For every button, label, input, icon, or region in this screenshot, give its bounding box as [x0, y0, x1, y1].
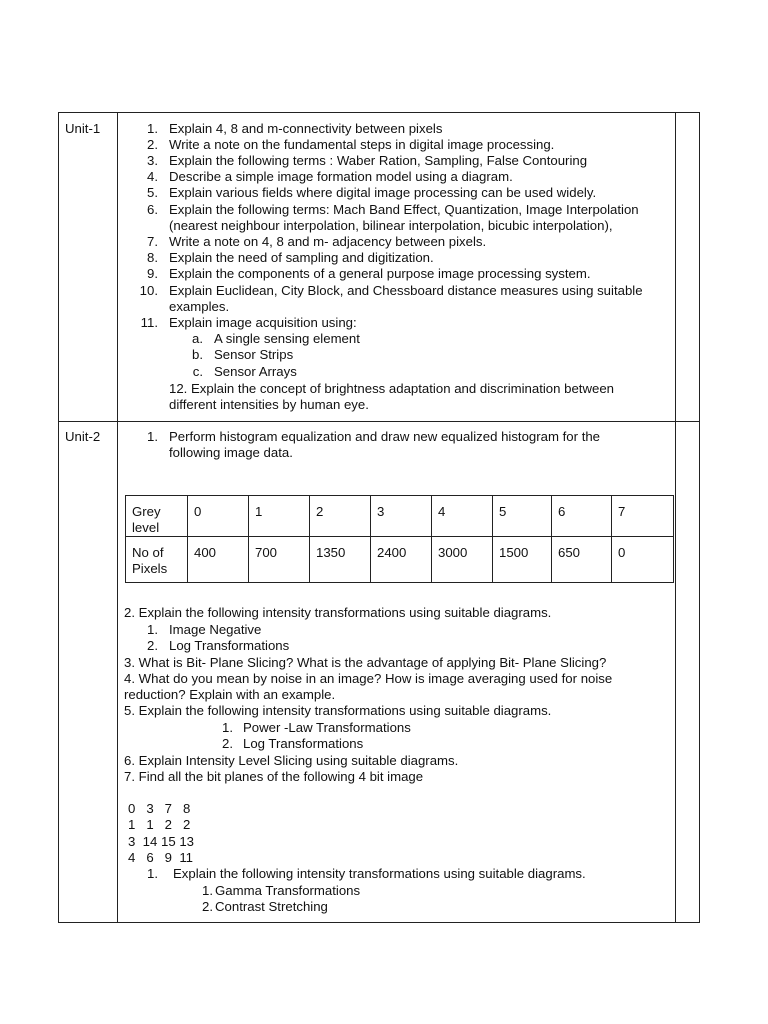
list-item: Gamma Transformations — [215, 883, 361, 898]
item-number: 2. — [147, 638, 158, 653]
list-item: Log Transformations — [169, 638, 290, 653]
item-number: 1. — [147, 121, 158, 136]
item-number: 4. — [147, 169, 158, 184]
subitem-letter: a. — [192, 331, 203, 346]
table-cell: 7 — [612, 496, 674, 537]
row-header-no-of-pixels: No of Pixels — [126, 537, 188, 583]
list-item: Write a note on 4, 8 and m- adjacency between pixels. — [169, 234, 487, 249]
table-cell: 1500 — [493, 537, 552, 583]
item-number: 6. — [147, 202, 158, 217]
table-cell: 5 — [493, 496, 552, 537]
subitem-letter: b. — [192, 347, 203, 362]
sub-list-item: Sensor Arrays — [214, 364, 297, 379]
bit-image-matrix-row: 3 14 15 13 — [128, 834, 194, 849]
item-number: 2. — [202, 899, 213, 914]
table-cell: 2400 — [371, 537, 432, 583]
list-item: Write a note on the fundamental steps in digital image processing. — [169, 137, 555, 152]
bit-image-matrix-row: 4 6 9 11 — [128, 850, 194, 865]
question-text: 2. Explain the following intensity transformations using suitable diagrams. — [124, 605, 552, 620]
item-number: 10. — [139, 283, 158, 298]
table-row — [126, 537, 674, 583]
item-number: 9. — [147, 266, 158, 281]
question-text: Explain the following intensity transformations using suitable diagrams. — [173, 866, 586, 881]
column-divider-2 — [675, 113, 676, 922]
histogram-data-table — [125, 495, 674, 583]
list-item: Explain the need of sampling and digitization. — [169, 250, 434, 265]
table-cell: 1350 — [310, 537, 371, 583]
item-number: 1. — [202, 883, 213, 898]
bit-image-matrix-row: 1 1 2 2 — [128, 817, 191, 832]
list-item: Explain Euclidean, City Block, and Chessboard distance measures using suitable — [169, 283, 643, 298]
list-item-continuation: different intensities by human eye. — [169, 397, 369, 412]
table-cell: 1 — [249, 496, 310, 537]
sub-list-item: A single sensing element — [214, 331, 360, 346]
question-text: 6. Explain Intensity Level Slicing using suitable diagrams. — [124, 753, 459, 768]
item-number: 1. — [147, 866, 158, 881]
list-item: Describe a simple image formation model using a diagram. — [169, 169, 513, 184]
list-item: Explain image acquisition using: — [169, 315, 357, 330]
item-number: 8. — [147, 250, 158, 265]
row-header-grey-level: Grey level — [126, 496, 188, 537]
item-number: 1. — [222, 720, 233, 735]
item-number: 11. — [140, 315, 158, 330]
question-text: Perform histogram equalization and draw new equalized histogram for the — [169, 429, 601, 444]
question-text: 5. Explain the following intensity transformations using suitable diagrams. — [124, 703, 552, 718]
table-cell: 3000 — [432, 537, 493, 583]
item-number: 1. — [147, 429, 158, 444]
table-cell: 6 — [552, 496, 612, 537]
table-cell: 4 — [432, 496, 493, 537]
table-cell: 650 — [552, 537, 612, 583]
list-item-continuation: (nearest neighbour interpolation, bilinear interpolation, bicubic interpolation), — [169, 218, 613, 233]
question-text: 3. What is Bit- Plane Slicing? What is the advantage of applying Bit- Plane Slicing? — [124, 655, 607, 670]
table-cell: 2 — [310, 496, 371, 537]
list-item: Power -Law Transformations — [243, 720, 411, 735]
table-cell: 0 — [188, 496, 249, 537]
list-item: Image Negative — [169, 622, 262, 637]
table-row — [126, 496, 674, 537]
item-number: 2. — [147, 137, 158, 152]
item-number: 3. — [147, 153, 158, 168]
sub-list-item: Sensor Strips — [214, 347, 294, 362]
list-item: Explain various fields where digital image processing can be used widely. — [169, 185, 597, 200]
subitem-letter: c. — [192, 364, 203, 379]
bit-image-matrix-row: 0 3 7 8 — [128, 801, 191, 816]
table-cell: 0 — [612, 537, 674, 583]
unit-2-label: Unit-2 — [65, 429, 101, 444]
item-number: 7. — [147, 234, 158, 249]
item-number: 2. — [222, 736, 233, 751]
item-number: 1. — [147, 622, 158, 637]
list-item: Explain the components of a general purpose image processing system. — [169, 266, 591, 281]
table-cell: 400 — [188, 537, 249, 583]
list-item: Explain the following terms : Waber Ration, Sampling, False Contouring — [169, 153, 588, 168]
question-text-continuation: reduction? Explain with an example. — [124, 687, 336, 702]
item-number: 5. — [147, 185, 158, 200]
list-item-continuation: examples. — [169, 299, 230, 314]
question-text: 4. What do you mean by noise in an image? How is image averaging used for noise — [124, 671, 613, 686]
list-item: Contrast Stretching — [215, 899, 328, 914]
table-cell: 3 — [371, 496, 432, 537]
list-item: 12. Explain the concept of brightness adaptation and discrimination between — [169, 381, 615, 396]
unit-1-label: Unit-1 — [65, 121, 101, 136]
question-table — [58, 112, 700, 923]
row-divider — [59, 421, 699, 422]
list-item: Explain 4, 8 and m-connectivity between pixels — [169, 121, 443, 136]
table-cell: 700 — [249, 537, 310, 583]
question-text-continuation: following image data. — [169, 445, 293, 460]
list-item: Explain the following terms: Mach Band Effect, Quantization, Image Interpolation — [169, 202, 639, 217]
column-divider-1 — [117, 113, 118, 922]
question-text: 7. Find all the bit planes of the following 4 bit image — [124, 769, 424, 784]
list-item: Log Transformations — [243, 736, 364, 751]
